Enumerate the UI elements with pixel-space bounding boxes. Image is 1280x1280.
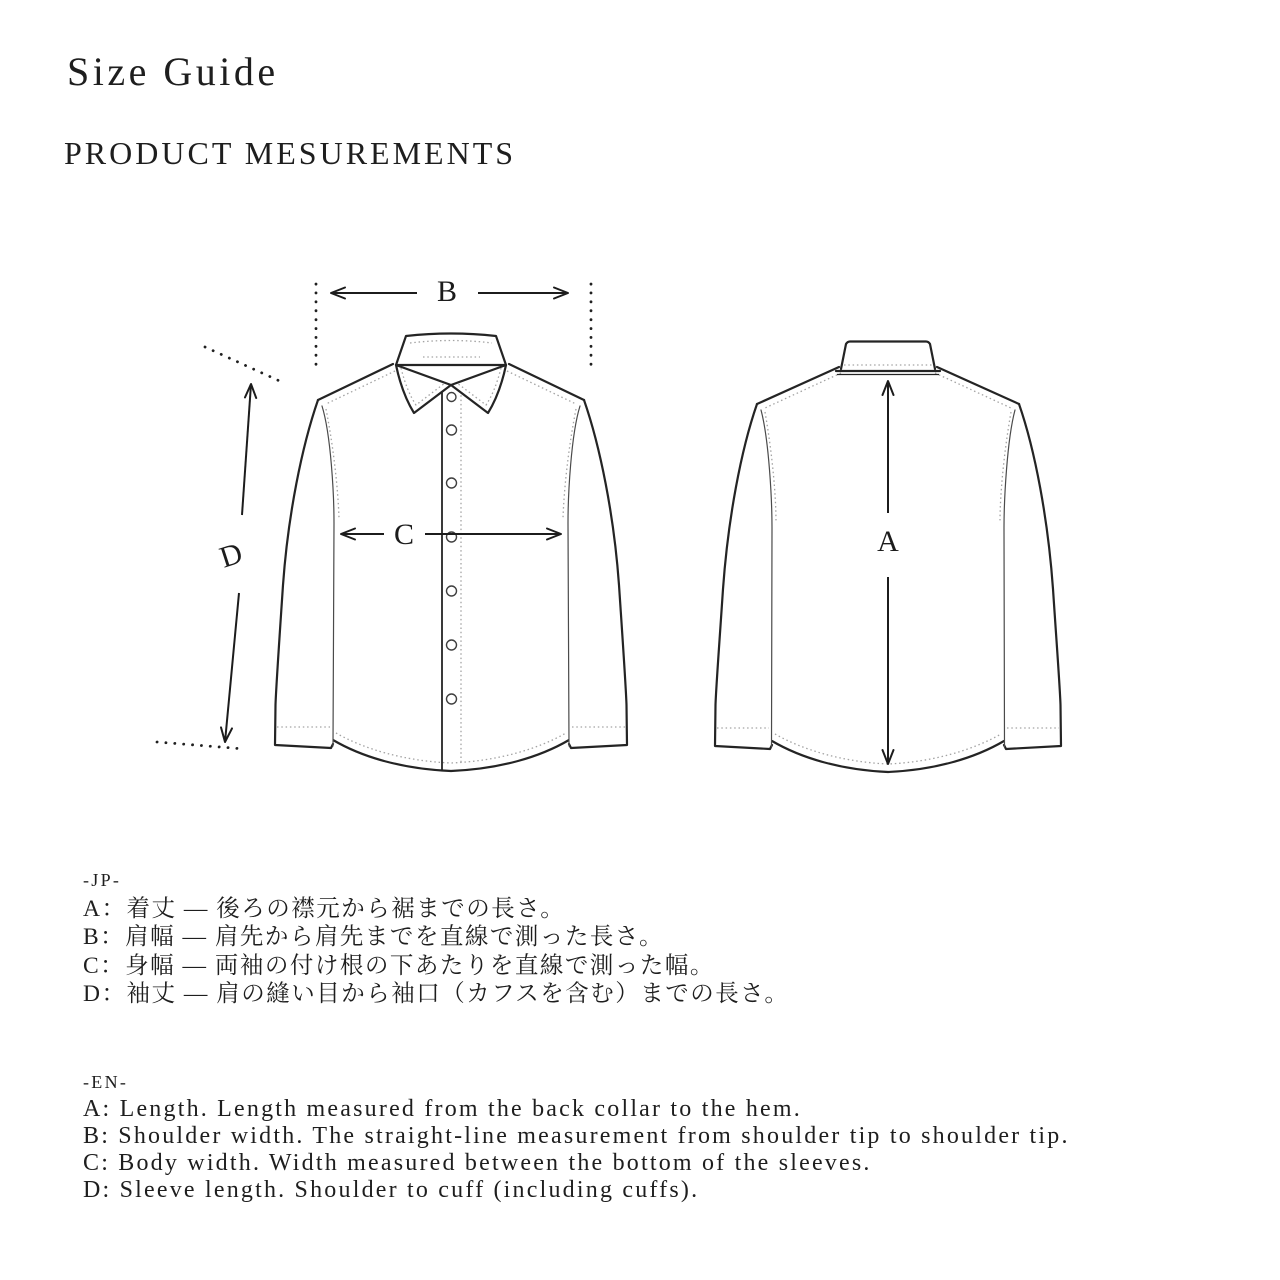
- en-line-a: A: Length. Length measured from the back collar to the hem.: [83, 1096, 802, 1122]
- jp-heading: -JP-: [83, 870, 122, 890]
- jp-line-c: C：身幅 — 両袖の付け根の下あたりを直線で測った幅。: [83, 952, 715, 979]
- jp-measurement-notes: [83, 866, 789, 1009]
- measure-d: [157, 347, 284, 749]
- front-shirt-drawing: [275, 334, 627, 772]
- measure-label-a: A: [877, 525, 899, 558]
- collar-band-fill: [396, 334, 506, 366]
- en-measurement-notes: [83, 1069, 1070, 1204]
- page-subtitle: PRODUCT MESUREMENTS: [64, 135, 517, 171]
- jp-line-b: B：肩幅 — 肩先から肩先までを直線で測った長さ。: [83, 924, 664, 950]
- measure-label-d: D: [215, 536, 247, 575]
- shirt-measurement-diagram: [0, 260, 1280, 820]
- button: [447, 425, 457, 435]
- button: [447, 478, 457, 488]
- en-line-d: D: Sleeve length. Shoulder to cuff (including cuffs).: [83, 1177, 700, 1203]
- measure-d-line-bottom: [225, 593, 239, 742]
- measure-d-guide-bottom: [157, 742, 245, 749]
- measure-d-guide-top: [205, 347, 284, 383]
- jp-line-a: A：着丈 — 後ろの襟元から裾までの長さ。: [83, 895, 566, 922]
- page-title: Size Guide: [67, 49, 279, 94]
- measure-label-c: C: [393, 518, 415, 551]
- button: [447, 694, 457, 704]
- button: [447, 393, 456, 402]
- button: [447, 640, 457, 650]
- measure-label-b: B: [436, 275, 458, 308]
- en-line-b: B: Shoulder width. The straight-line measurement from shoulder tip to shoulder tip.: [83, 1123, 1070, 1149]
- button: [447, 586, 457, 596]
- jp-line-d: D：袖丈 — 肩の縫い目から袖口（カフスを含む）までの長さ。: [83, 981, 790, 1007]
- measure-d-line-top: [242, 384, 251, 515]
- en-line-c: C: Body width. Width measured between the bottom of the sleeves.: [83, 1150, 872, 1176]
- en-heading: -EN-: [83, 1072, 129, 1092]
